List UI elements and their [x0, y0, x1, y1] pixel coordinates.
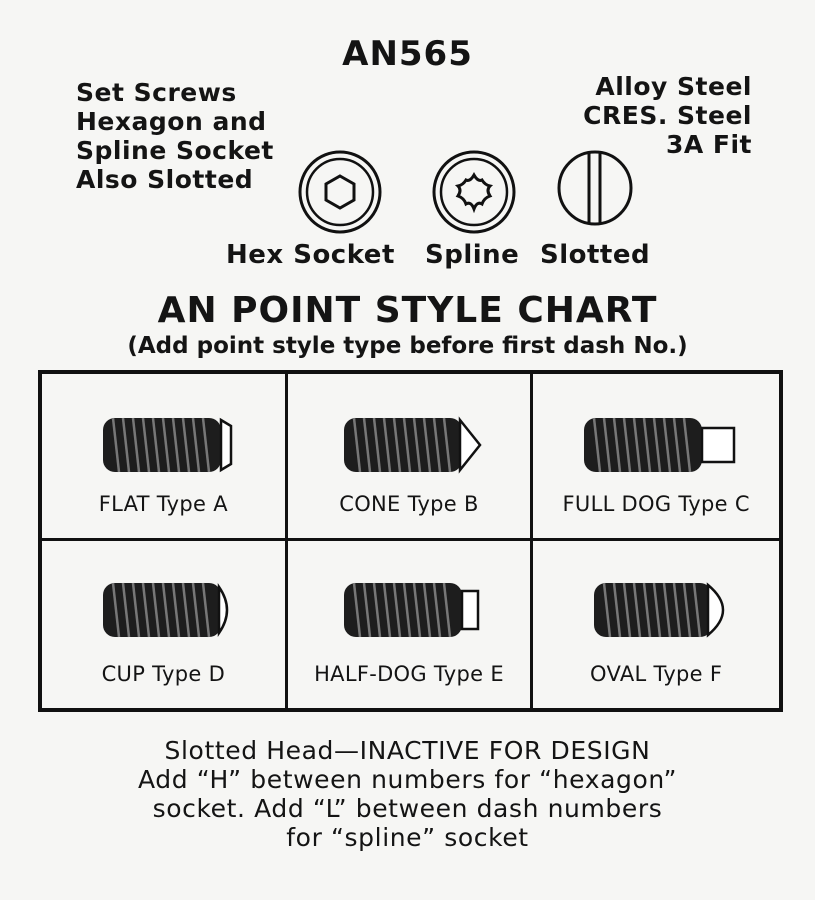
footer-line: for “spline” socket	[286, 823, 529, 852]
spline-label: Spline	[425, 240, 520, 270]
hex-socket-icon	[298, 150, 383, 235]
footer-note	[0, 736, 815, 852]
chart-subtitle: (Add point style type before first dash No.)	[127, 333, 688, 359]
oval-point-screw-icon	[588, 569, 758, 649]
chart-title: AN POINT STYLE CHART	[157, 290, 658, 331]
flat-point-screw-icon	[97, 404, 267, 484]
point-style-cell-half-dog	[288, 541, 534, 708]
slotted-label: Slotted	[540, 240, 651, 270]
point-style-label: OVAL Type F	[590, 662, 723, 686]
full-dog-point-screw-icon	[578, 404, 748, 484]
point-style-cell-oval	[533, 541, 779, 708]
slotted-head-icon	[555, 150, 635, 230]
point-style-cell-full-dog	[533, 374, 779, 541]
material-line: Alloy Steel	[595, 72, 752, 101]
point-style-cell-cup	[42, 541, 288, 708]
point-style-cell-flat	[42, 374, 288, 541]
point-style-grid	[38, 370, 783, 712]
point-style-label: CONE Type B	[339, 492, 479, 516]
point-style-label: HALF-DOG Type E	[314, 662, 504, 686]
description-line: Also Slotted	[76, 165, 254, 194]
footer-line: Add “H” between numbers for “hexagon”	[137, 765, 678, 794]
point-style-label: FLAT Type A	[98, 492, 228, 516]
page-title: AN565	[342, 34, 473, 74]
point-style-label: CUP Type D	[101, 662, 226, 686]
footer-line: socket. Add “L” between dash numbers	[152, 794, 663, 823]
material-line: CRES. Steel	[583, 101, 752, 130]
cup-point-screw-icon	[97, 569, 267, 649]
spline-socket-icon	[432, 150, 517, 235]
product-description	[76, 78, 274, 194]
description-line: Hexagon and	[76, 107, 267, 136]
half-dog-point-screw-icon	[338, 569, 508, 649]
hex-socket-label: Hex Socket	[226, 240, 395, 270]
cone-point-screw-icon	[338, 404, 508, 484]
footer-line: Slotted Head—INACTIVE FOR DESIGN	[164, 736, 651, 765]
material-spec	[583, 72, 752, 159]
description-line: Set Screws	[76, 78, 237, 107]
material-line: 3A Fit	[665, 130, 752, 159]
description-line: Spline Socket	[76, 136, 274, 165]
point-style-cell-cone	[288, 374, 534, 541]
point-style-label: FULL DOG Type C	[562, 492, 750, 516]
